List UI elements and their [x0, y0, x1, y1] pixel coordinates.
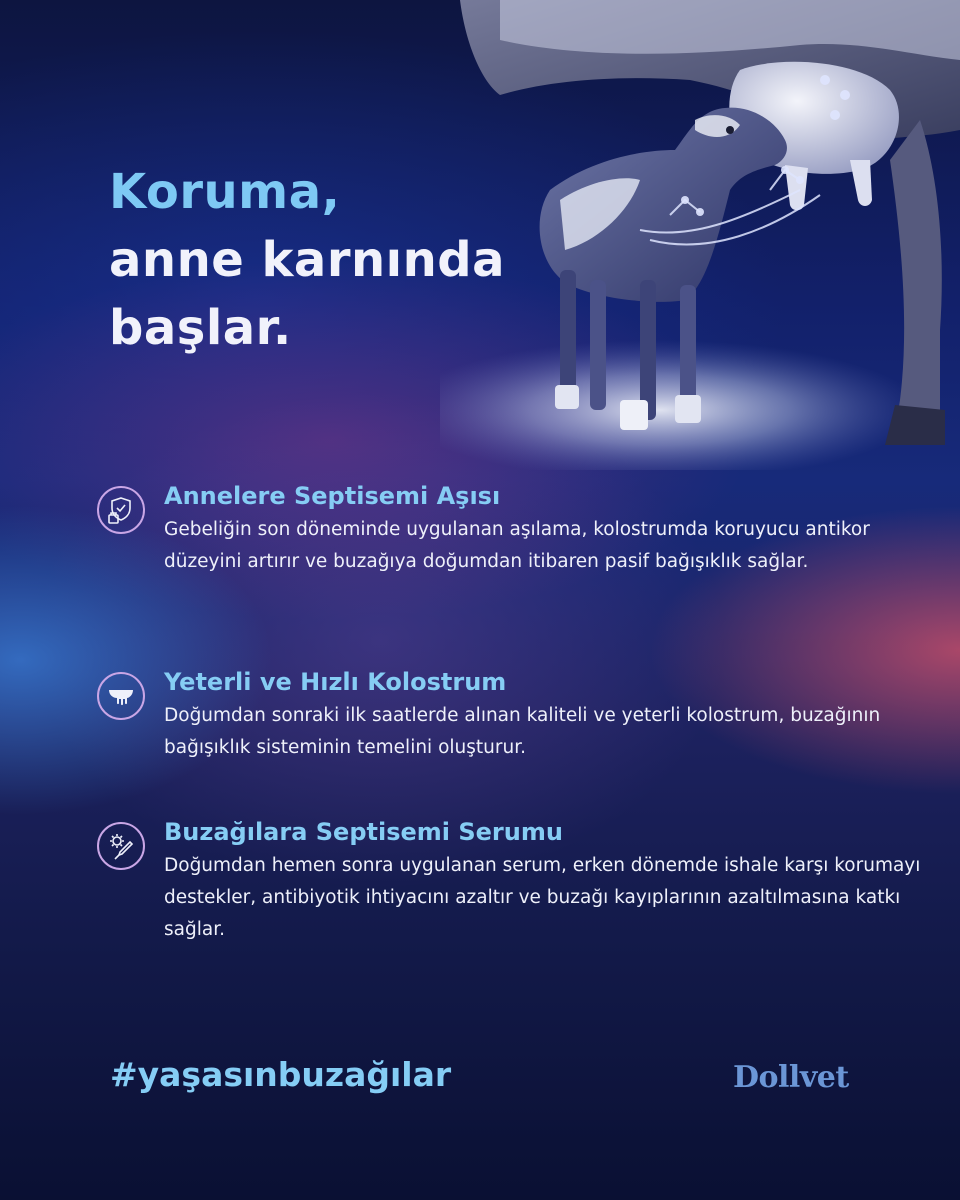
- feature-title: Yeterli ve Hızlı Kolostrum: [164, 668, 507, 696]
- headline: [109, 158, 505, 362]
- calf-nursing-illustration: [440, 0, 960, 470]
- feature-description: Doğumdan hemen sonra uygulanan serum, erken dönemde ishale karşı korumayı destekler, antibiyotik ihtiyacını azaltır ve buzağı kayıplarının azaltılmasına katkı sağlar.: [164, 855, 921, 940]
- udder-icon: [97, 672, 145, 720]
- headline-line-3: başlar.: [109, 300, 292, 356]
- feature-description: Doğumdan sonraki ilk saatlerde alınan kaliteli ve yeterli kolostrum, buzağının bağışıklık sisteminin temelini oluşturur.: [164, 705, 881, 758]
- feature-title: Buzağılara Septisemi Serumu: [164, 818, 563, 846]
- headline-line-2: anne karnında: [109, 232, 506, 288]
- feature-title: Annelere Septisemi Aşısı: [164, 482, 501, 510]
- brand-logo: Dollvet: [733, 1060, 849, 1095]
- hashtag: #yaşasınbuzağılar: [110, 1055, 452, 1094]
- headline-line-1: Koruma,: [109, 164, 341, 220]
- syringe-virus-icon: [97, 822, 145, 870]
- feature-description: Gebeliğin son döneminde uygulanan aşılama, kolostrumda koruyucu antikor düzeyini artırır ve buzağıya doğumdan itibaren pasif bağışıklık sağlar.: [164, 519, 870, 572]
- shield-vaccine-icon: [97, 486, 145, 534]
